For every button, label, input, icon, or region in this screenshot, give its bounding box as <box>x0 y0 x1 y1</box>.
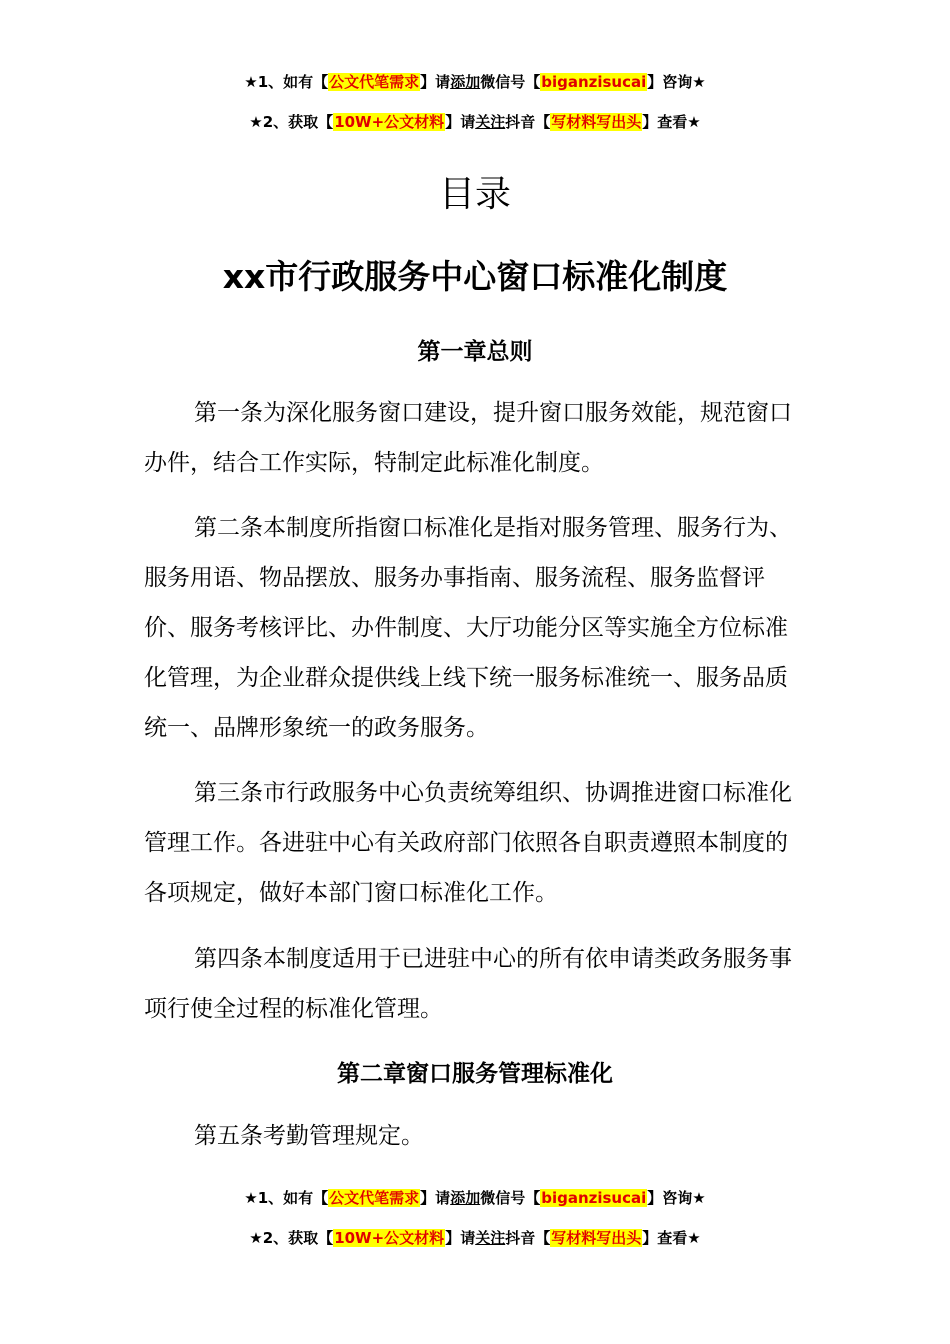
article-4: 第四条本制度适用于已进驻中心的所有依申请类政务服务事项行使全过程的标准化管理。 <box>144 946 792 1022</box>
highlight-ghostwriting: 公文代笔需求 <box>329 73 420 91</box>
highlight-wechat-id: biganzisucai <box>541 1189 647 1207</box>
notice-text: 】请 <box>445 113 476 131</box>
highlight-ghostwriting: 公文代笔需求 <box>329 1189 420 1207</box>
notice-text: 抖音【 <box>505 113 551 131</box>
underlined-add: 添加 <box>450 1189 481 1207</box>
top-notice-line-2 <box>0 111 950 133</box>
chapter-1-heading: 第一章总则 <box>417 339 533 365</box>
article-3: 第三条市行政服务中心负责统筹组织、协调推进窗口标准化管理工作。各进驻中心有关政府部门依照各自职责遵照本制度的各项规定，做好本部门窗口标准化工作。 <box>144 780 792 906</box>
notice-prefix: ★2、获取【 <box>249 1229 334 1247</box>
notice-suffix: 】咨询★ <box>647 1189 706 1207</box>
bottom-notice-line-2 <box>0 1227 950 1249</box>
underlined-follow: 关注 <box>475 1229 506 1247</box>
article-5: 第五条考勤管理规定。 <box>194 1123 424 1149</box>
notice-suffix: 】咨询★ <box>647 73 706 91</box>
notice-prefix: ★1、如有【 <box>244 1189 329 1207</box>
notice-text: 】请 <box>420 1189 451 1207</box>
article-1: 第一条为深化服务窗口建设，提升窗口服务效能，规范窗口办件，结合工作实际，特制定此标准化制度。 <box>144 400 792 476</box>
highlight-douyin-id: 写材料写出头 <box>551 113 642 131</box>
chapter-2-heading: 第二章窗口服务管理标准化 <box>337 1061 613 1087</box>
toc-title: 目录 <box>438 174 511 215</box>
highlight-materials: 10W+公文材料 <box>334 1229 445 1247</box>
notice-text: 】请 <box>445 1229 476 1247</box>
notice-suffix: 】查看★ <box>642 113 701 131</box>
notice-text: 微信号【 <box>480 73 541 91</box>
notice-prefix: ★2、获取【 <box>249 113 334 131</box>
notice-suffix: 】查看★ <box>642 1229 701 1247</box>
underlined-add: 添加 <box>450 73 481 91</box>
document-title: xx市行政服务中心窗口标准化制度 <box>222 257 728 296</box>
underlined-follow: 关注 <box>475 113 506 131</box>
notice-text: 微信号【 <box>480 1189 541 1207</box>
highlight-materials: 10W+公文材料 <box>334 113 445 131</box>
notice-prefix: ★1、如有【 <box>244 73 329 91</box>
notice-text: 抖音【 <box>505 1229 551 1247</box>
highlight-douyin-id: 写材料写出头 <box>551 1229 642 1247</box>
bottom-notice-line-1 <box>0 1187 950 1209</box>
article-2: 第二条本制度所指窗口标准化是指对服务管理、服务行为、服务用语、物品摆放、服务办事指南、服务流程、服务监督评价、服务考核评比、办件制度、大厅功能分区等实施全方位标准化管理，为企业群众提供线上线下统一服务标准统一、服务品质统一、品牌形象统一的政务服务。 <box>144 515 792 741</box>
highlight-wechat-id: biganzisucai <box>541 73 647 91</box>
notice-text: 】请 <box>420 73 451 91</box>
top-notice-line-1 <box>0 71 950 93</box>
